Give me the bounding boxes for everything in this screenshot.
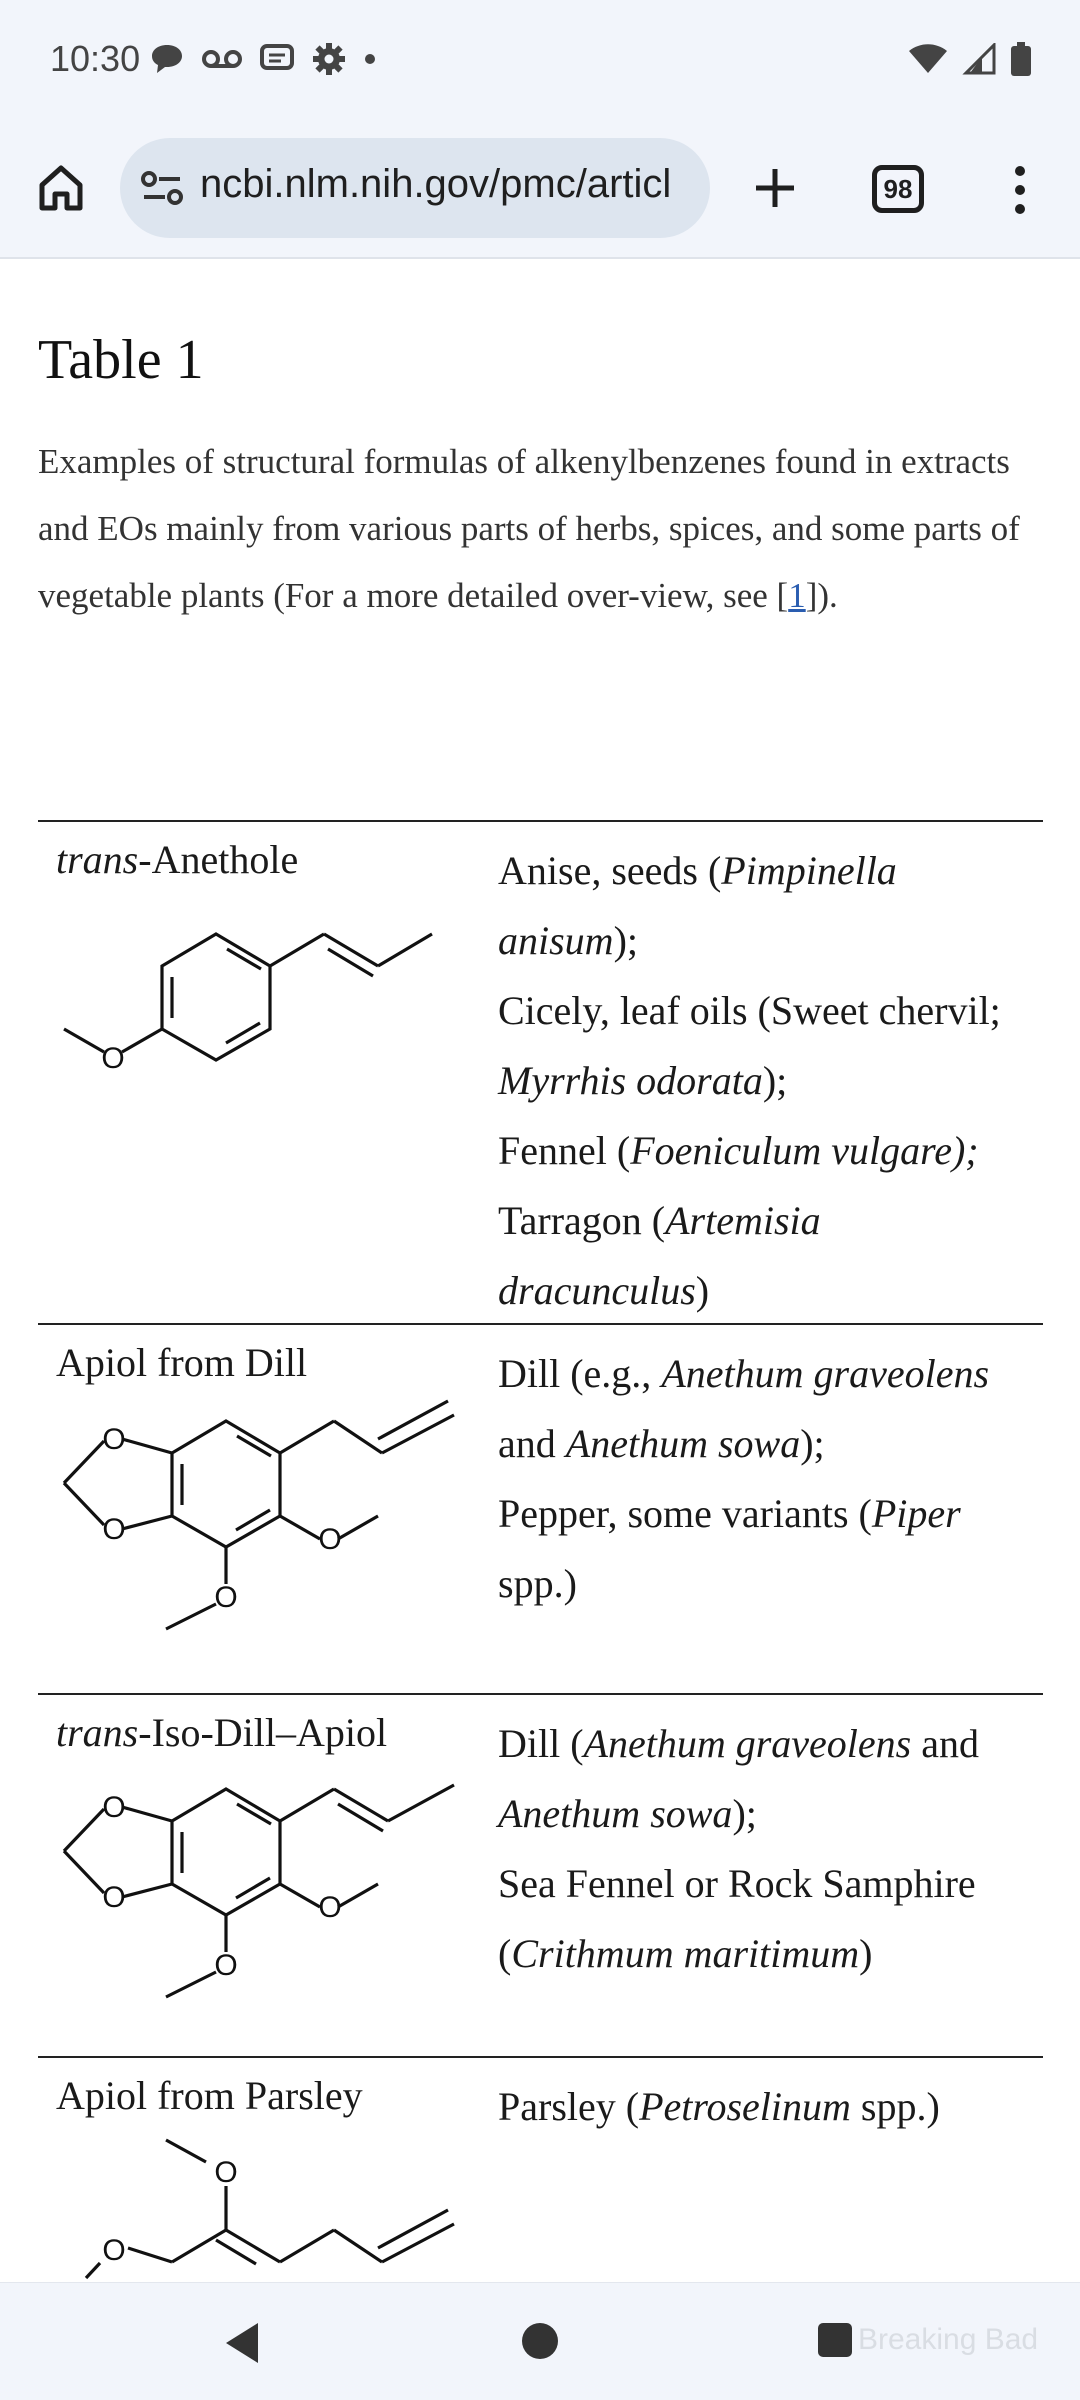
signal-icon: [962, 43, 996, 75]
url-text: ncbi.nlm.nih.gov/pmc/articl: [200, 162, 672, 206]
source-line: Dill (e.g., Anethum graveolens and Anethum sowa);: [498, 1351, 990, 1466]
source-plants: [498, 836, 1038, 1326]
svg-text:O: O: [214, 1949, 238, 1982]
source-plants: [498, 1709, 1038, 1989]
system-icons: [908, 42, 1032, 76]
table-caption: Examples of structural formulas of alkenylbenzenes found in extracts and EOs mainly from various parts of herbs, spices, and some parts of vegetable plants (For a more detailed over-view, see [1]).: [38, 442, 1020, 615]
menu-dot: [1015, 185, 1025, 195]
notification-icons: [150, 42, 376, 76]
svg-text:O: O: [214, 2156, 238, 2189]
svg-text:O: O: [102, 1423, 126, 1456]
more-menu-button[interactable]: [990, 155, 1050, 225]
voicemail-icon: [202, 47, 242, 71]
site-settings-icon[interactable]: [140, 168, 184, 208]
reference-link[interactable]: 1: [788, 576, 806, 615]
table-title: Table 1: [38, 329, 204, 391]
source-line: Cicely, leaf oils (Sweet chervil; Myrrhis odorata);: [498, 988, 1001, 1103]
table-row: [38, 1693, 1043, 2056]
plus-icon: [753, 166, 797, 210]
address-bar[interactable]: [120, 138, 710, 238]
svg-text:O: O: [318, 1891, 342, 1924]
svg-text:O: O: [102, 1881, 126, 1914]
source-line: Fennel (Foeniculum vulgare);: [498, 1128, 979, 1173]
message-icon: [260, 44, 294, 74]
page-content[interactable]: [0, 260, 1080, 2282]
table-row: [38, 1323, 1043, 1693]
source-line: Anise, seeds (Pimpinella anisum);: [498, 848, 897, 963]
recents-icon[interactable]: [818, 2323, 852, 2357]
dot-icon: [364, 53, 376, 65]
svg-text:O: O: [102, 1513, 126, 1546]
source-line: Dill (Anethum graveolens and Anethum sowa);: [498, 1721, 980, 1836]
source-line: Pepper, some variants (Piper spp.): [498, 1491, 961, 1606]
source-plants: [498, 2072, 1038, 2142]
wifi-icon: [908, 43, 948, 75]
home-icon: [36, 163, 86, 213]
source-plants: [498, 1339, 1038, 1619]
anethole-structure-image: [56, 894, 476, 1134]
table-row: [38, 2056, 1043, 2282]
compound-name: Apiol from Parsley: [56, 2073, 363, 2118]
svg-text:O: O: [102, 1791, 126, 1824]
compound-name: Apiol from Dill: [56, 1340, 308, 1385]
source-line: Tarragon (Artemisia dracunculus): [498, 1198, 821, 1313]
menu-dot: [1015, 166, 1025, 176]
menu-dot: [1015, 204, 1025, 214]
source-line: Sea Fennel or Rock Samphire (Crithmum maritimum): [498, 1861, 976, 1976]
dill-apiol-structure-image: [56, 1399, 476, 1659]
watermark: Breaking Bad: [858, 2323, 1039, 2356]
compound-name: trans-Iso-Dill–Apiol: [56, 1710, 388, 1755]
svg-text:O: O: [318, 1523, 342, 1556]
new-tab-button[interactable]: [740, 153, 810, 223]
tab-switcher-button[interactable]: 98: [872, 165, 924, 213]
chat-bubble-icon: [150, 43, 184, 75]
gear-icon: [312, 42, 346, 76]
home-button[interactable]: [28, 155, 94, 221]
system-nav-bar: [0, 2282, 1080, 2400]
home-nav-icon[interactable]: [522, 2323, 558, 2359]
battery-icon: [1010, 42, 1032, 76]
iso-dill-apiol-structure-image: [56, 1765, 476, 2025]
svg-text:O: O: [102, 2234, 126, 2267]
svg-text:O: O: [101, 1042, 125, 1075]
compound-name: trans-Anethole: [56, 837, 299, 882]
back-icon[interactable]: [222, 2321, 262, 2365]
status-bar: [0, 0, 1080, 125]
status-time: 10:30: [50, 38, 141, 79]
svg-text:O: O: [214, 1581, 238, 1614]
browser-toolbar: [0, 125, 1080, 259]
table-row: [38, 820, 1043, 1323]
parsley-apiol-structure-image: [56, 2138, 476, 2282]
source-line: Parsley (Petroselinum spp.): [498, 2084, 940, 2129]
